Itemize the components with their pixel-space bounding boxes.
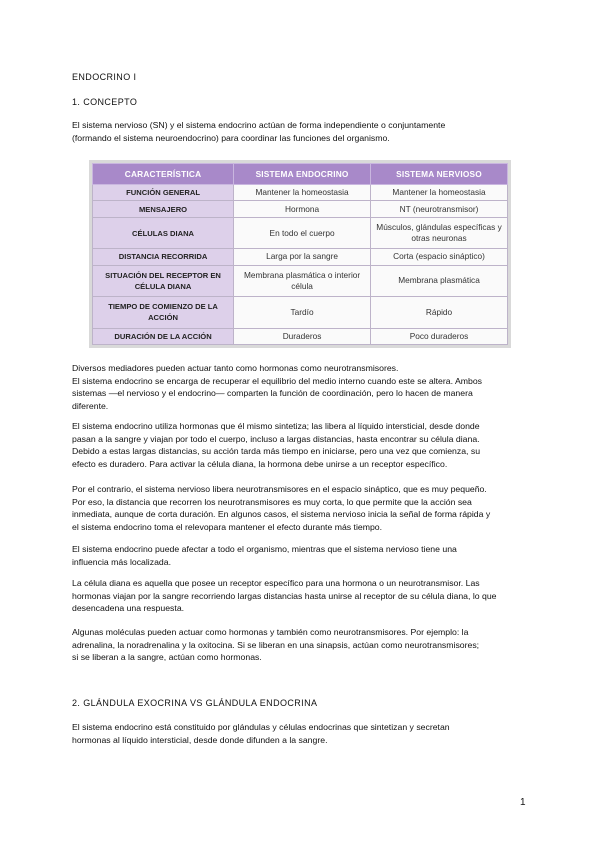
section-heading-concepto: 1. CONCEPTO — [72, 97, 138, 107]
header-sistema-endocrino: SISTEMA ENDOCRINO — [234, 164, 371, 185]
nervous-cell: Músculos, glándulas específicas y otras neuronas — [371, 217, 508, 248]
endocrine-cell: Tardío — [234, 297, 371, 328]
document-title: ENDOCRINO I — [72, 72, 137, 82]
table-row — [93, 201, 508, 217]
molecules-paragraph — [72, 626, 534, 664]
text-line: Por el contrario, el sistema nervioso libera neurotransmisores en el espacio sináptico, que es muy pequeño. — [72, 484, 487, 494]
text-line: El sistema endocrino se encarga de recuperar el equilibrio del medio interno cuando este se altera. Ambos — [72, 375, 482, 386]
endocrine-cell: Larga por la sangre — [234, 249, 371, 265]
endocrine-cell: Mantener la homeostasia — [234, 185, 371, 201]
comparison-table — [92, 163, 508, 345]
row-feature: CÉLULAS DIANA — [93, 217, 234, 248]
nervous-cell: Mantener la homeostasia — [371, 185, 508, 201]
text-line: El sistema endocrino puede afectar a todo el organismo, mientras que el sistema nervioso tiene una — [72, 544, 457, 554]
page-number: 1 — [520, 797, 526, 808]
endocrine-paragraph — [72, 420, 534, 470]
comparison-table-image — [89, 160, 511, 348]
row-feature: DISTANCIA RECORRIDA — [93, 249, 234, 265]
text-line: hormonas al líquido intersticial, desde donde difunden a la sangre. — [72, 734, 328, 745]
text-line: efecto es duradero. Para activar la célula diana, la hormona debe unirse a un receptor específico. — [72, 458, 448, 469]
table-row — [93, 217, 508, 248]
table-row — [93, 328, 508, 344]
endocrine-cell: En todo el cuerpo — [234, 217, 371, 248]
row-feature: TIEMPO DE COMIENZO DE LA ACCIÓN — [93, 297, 234, 328]
nervous-cell: Membrana plasmática — [371, 265, 508, 296]
text-line: inmediata, aunque de corta duración. En algunos casos, el sistema nervioso inicia la señal de forma rápida y — [72, 509, 491, 519]
table-row — [93, 297, 508, 328]
text-line: sistemas —el nervioso y el endocrino— comparten la función de coordinación, pero lo hacen de manera — [72, 388, 473, 398]
nervous-paragraph — [72, 483, 534, 533]
text-line: (formando el sistema neuroendocrino) para coordinar las funciones del organismo. — [72, 132, 390, 143]
endocrine-cell: Hormona — [234, 201, 371, 217]
affect-paragraph — [72, 543, 534, 568]
row-feature: MENSAJERO — [93, 201, 234, 217]
row-feature: FUNCIÓN GENERAL — [93, 185, 234, 201]
text-line: si se liberan a la sangre, actúan como hormonas. — [72, 652, 262, 662]
row-feature: DURACIÓN DE LA ACCIÓN — [93, 328, 234, 344]
text-line: La célula diana es aquella que posee un receptor específico para una hormona o un neurotransmisor. Las — [72, 578, 480, 588]
nervous-cell: Poco duraderos — [371, 328, 508, 344]
header-sistema-nervioso: SISTEMA NERVIOSO — [371, 164, 508, 185]
text-line: Algunas moléculas pueden actuar como hormonas y también como neurotransmisores. Por ejemplo: la — [72, 627, 469, 637]
table-row — [93, 185, 508, 201]
intro-paragraph — [72, 119, 534, 144]
text-line: influencia más localizada. — [72, 556, 171, 567]
text-line: El sistema nervioso (SN) y el sistema endocrino actúan de forma independiente o conjuntamente — [72, 120, 446, 130]
table-row — [93, 265, 508, 296]
row-feature: SITUACIÓN DEL RECEPTOR EN CÉLULA DIANA — [93, 265, 234, 296]
text-line: El sistema endocrino utiliza hormonas que él mismo sintetiza; las libera al líquido intersticial, desde donde — [72, 421, 480, 431]
text-line: diferente. — [72, 400, 109, 411]
text-line: El sistema endocrino está constituido por glándulas y células endocrinas que sintetizan y secretan — [72, 722, 450, 732]
text-line: desencadena una respuesta. — [72, 603, 185, 613]
mediators-paragraph — [72, 362, 534, 412]
nervous-cell: Rápido — [371, 297, 508, 328]
nervous-cell: NT (neurotransmisor) — [371, 201, 508, 217]
nervous-cell: Corta (espacio sináptico) — [371, 249, 508, 265]
table-header-row — [93, 164, 508, 185]
table-row — [93, 249, 508, 265]
text-line: el sistema endocrino toma el relevopara mantener el efecto durante más tiempo. — [72, 521, 383, 532]
section-heading-glandulas: 2. GLÁNDULA EXOCRINA VS GLÁNDULA ENDOCRINA — [72, 698, 318, 708]
text-line: pasan a la sangre y viajan por todo el cuerpo, incluso a largas distancias, hasta encontrar su célula diana. — [72, 433, 480, 444]
endocrine-cell: Membrana plasmática o interior célula — [234, 265, 371, 296]
glands-paragraph — [72, 721, 534, 746]
text-line: adrenalina, la noradrenalina y la oxitocina. Si se liberan en una sinapsis, actúan como neurotransmisores; — [72, 639, 480, 650]
text-line: hormonas viajan por la sangre recorriendo largas distancias hasta unirse al receptor de su célula diana, lo que — [72, 590, 497, 601]
text-line: Por eso, la distancia que recorren los neurotransmisores es muy corta, lo que permite que la acción sea — [72, 496, 472, 507]
text-line: Debido a estas largas distancias, su acción tarda más tiempo en iniciarse, pero una vez que comienza, su — [72, 446, 481, 456]
target-cell-paragraph — [72, 577, 534, 615]
endocrine-cell: Duraderos — [234, 328, 371, 344]
header-caracteristica: CARACTERÍSTICA — [93, 164, 234, 185]
text-line: Diversos mediadores pueden actuar tanto como hormonas como neurotransmisores. — [72, 363, 399, 373]
